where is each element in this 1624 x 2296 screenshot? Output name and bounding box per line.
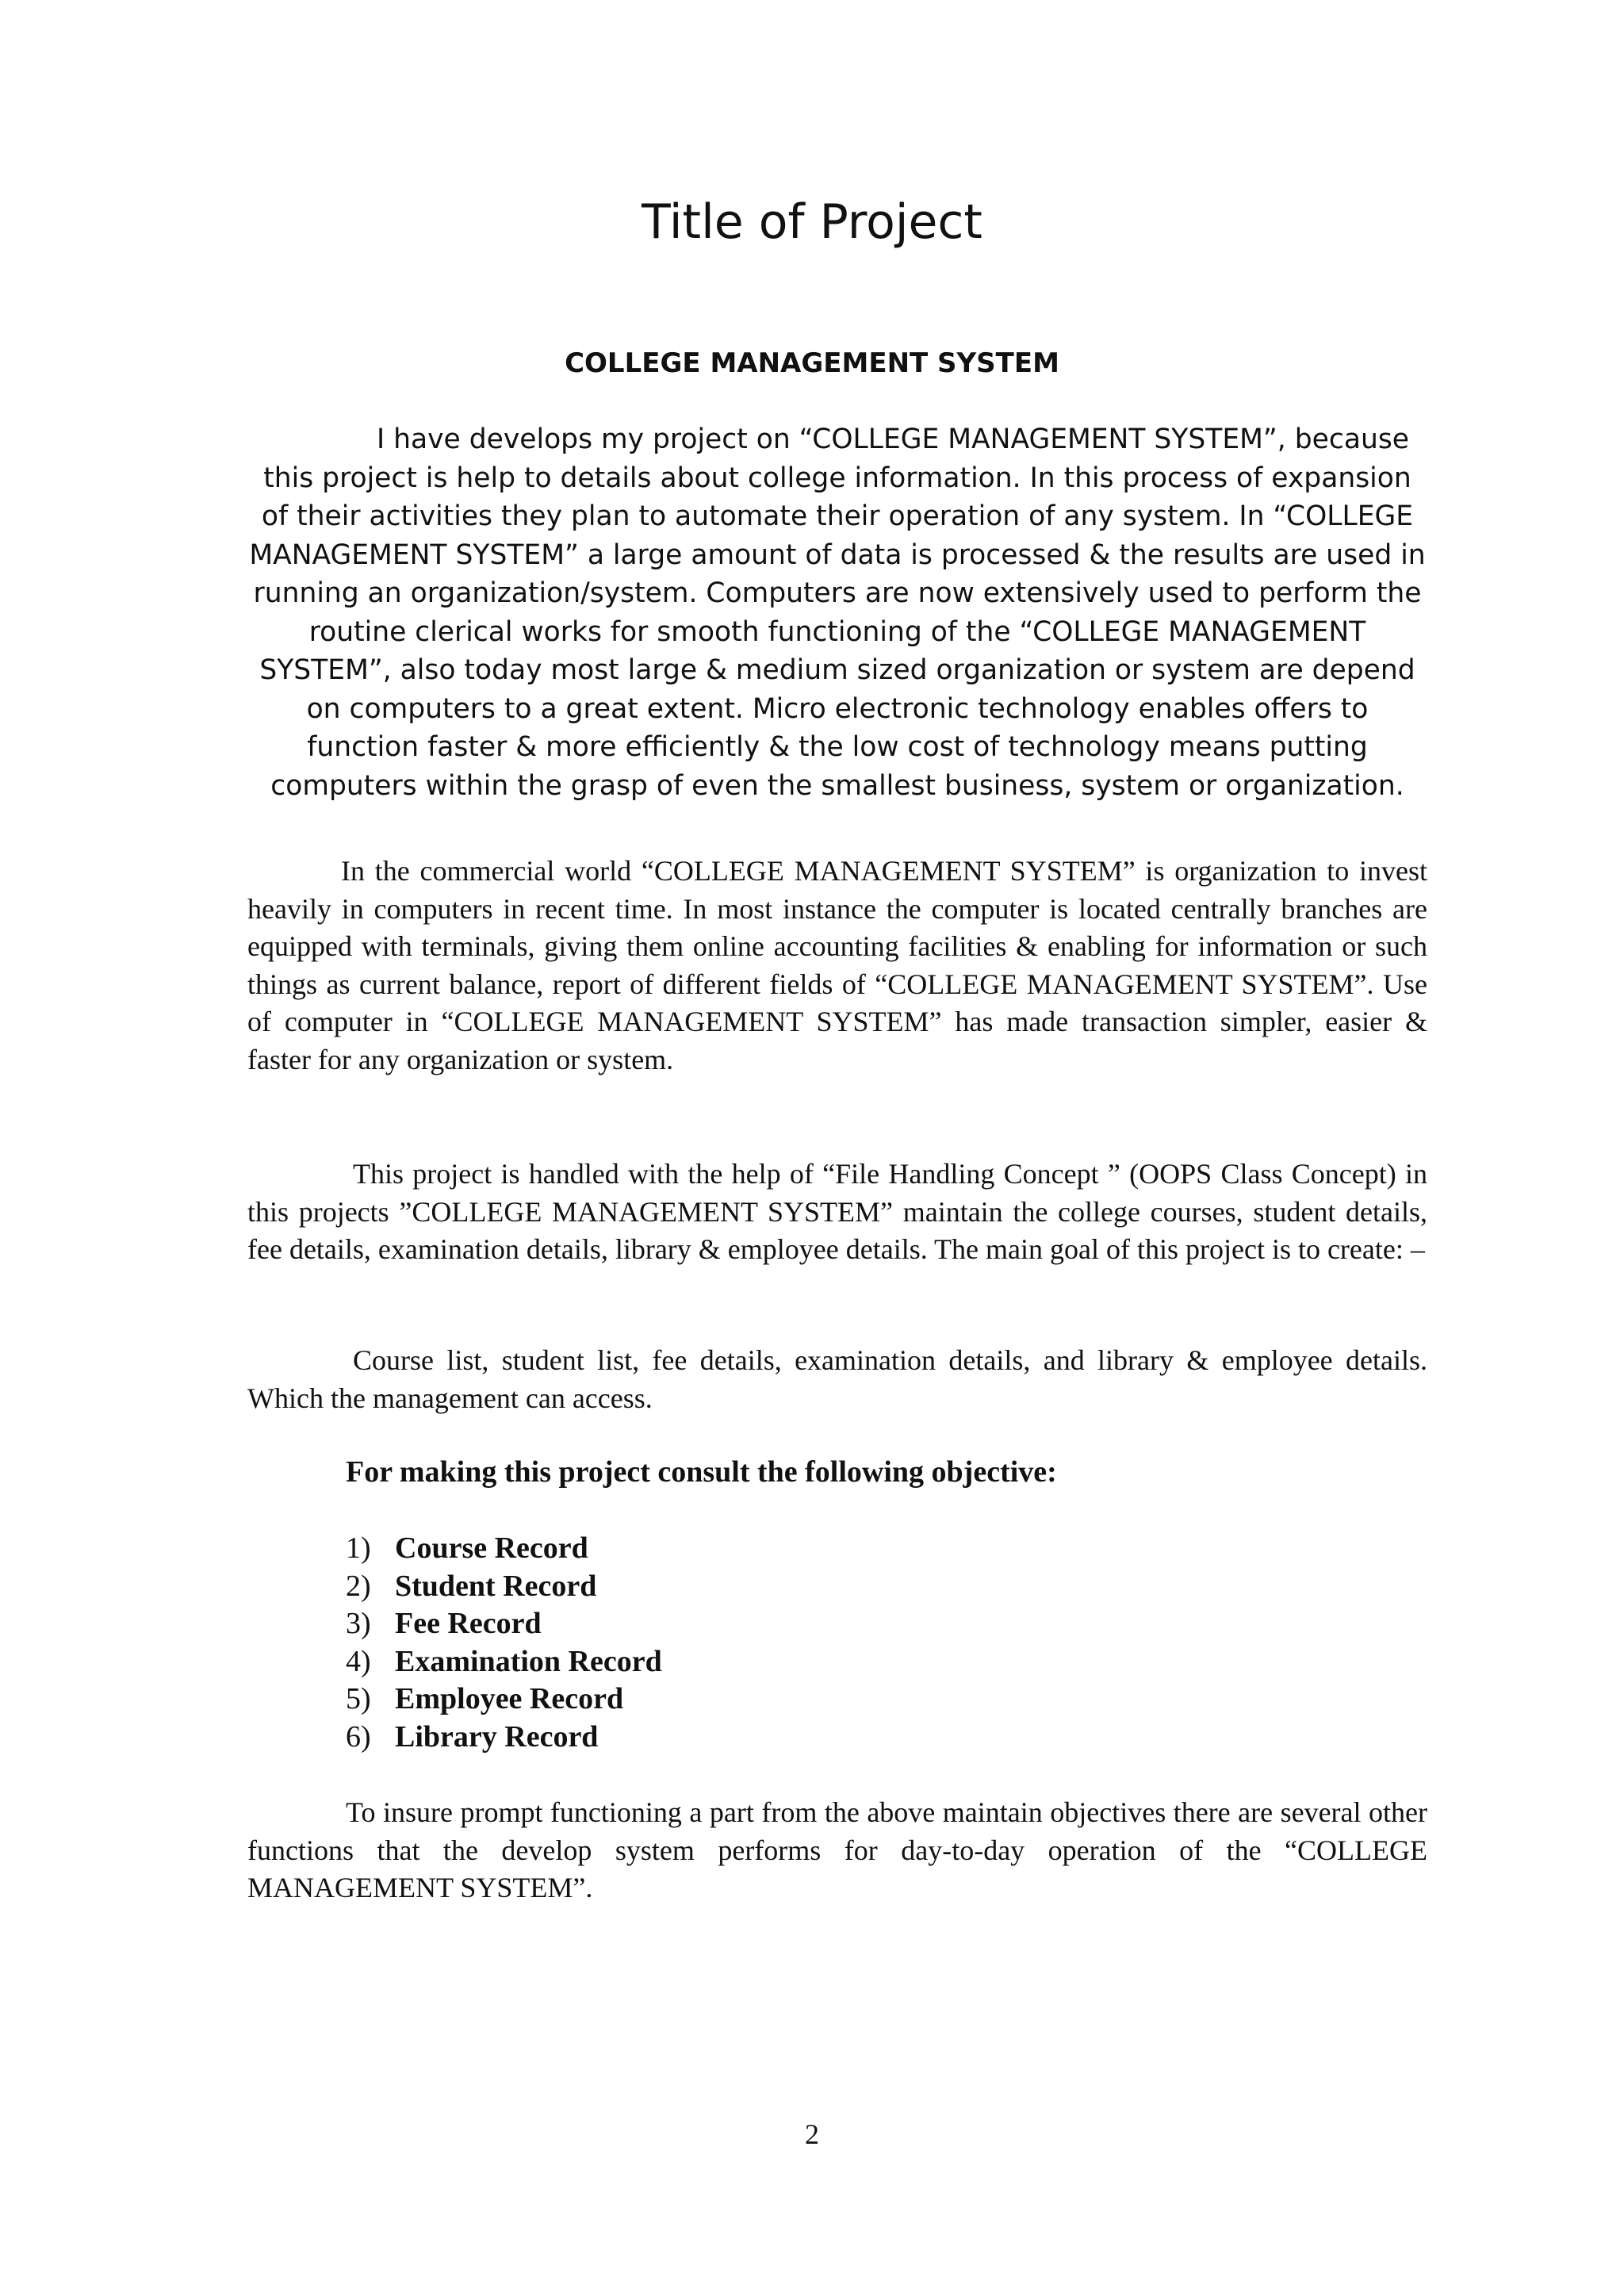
intro-paragraph: I have develops my project on “COLLEGE MANAGEMENT SYSTEM”, because this project is help to details about college information. In this process of expansion of their activities they plan to automate their operation of any system. In “COLLEGE MANAGEMENT SYSTEM” a large amount of data is processed & the results are used in running an organization/system. Computers are now extensively used to perform the routine clerical works for smooth functioning of the “COLLEGE MANAGEMENT SYSTEM”, also today most large & medium sized organization or system are depend on computers to a great extent. Micro electronic technology enables offers to function faster & more efficiently & the low cost of technology means putting computers within the grasp of even the smallest business, system or organization. bbox=[249, 424, 1426, 802]
list-item-number: 5) bbox=[346, 1682, 371, 1716]
list-item bbox=[346, 1719, 662, 1757]
list-item-label: Course Record bbox=[395, 1531, 588, 1565]
page-number: 2 bbox=[805, 2118, 819, 2150]
list-item bbox=[346, 1643, 662, 1681]
paragraph-course-list: Course list, student list, fee details, examination details, and library & employee details. Which the management can access. bbox=[247, 1344, 1427, 1414]
list-item bbox=[346, 1568, 662, 1606]
paragraph-file-handling: This project is handled with the help of “File Handling Concept ” (OOPS Class Concept) in this projects ”COLLEGE MANAGEMENT SYSTEM” maintain the college courses, student details, fee details, examination details, library & employee details. The main goal of this project is to create: – bbox=[247, 1158, 1427, 1265]
list-item-label: Library Record bbox=[395, 1719, 599, 1754]
list-item-number: 6) bbox=[346, 1719, 371, 1754]
list-item-number: 3) bbox=[346, 1607, 371, 1641]
page-title: Title of Project bbox=[642, 194, 982, 250]
list-item-label: Employee Record bbox=[395, 1682, 624, 1716]
list-item-label: Student Record bbox=[395, 1569, 597, 1603]
paragraph-commercial-world: In the commercial world “COLLEGE MANAGEMENT SYSTEM” is organization to invest heavily in computers in recent time. In most instance the computer is located centrally branches are equipped with terminals, giving them online accounting facilities & enabling for information or such things as current balance, report of different fields of “COLLEGE MANAGEMENT SYSTEM”. Use of computer in “COLLEGE MANAGEMENT SYSTEM” has made transaction simpler, easier & faster for any organization or system. bbox=[247, 855, 1427, 1075]
list-item-number: 2) bbox=[346, 1569, 371, 1603]
list-item bbox=[346, 1530, 662, 1568]
objective-heading: For making this project consult the following objective: bbox=[346, 1455, 1057, 1489]
list-item-label: Fee Record bbox=[395, 1607, 542, 1641]
list-item-number: 1) bbox=[346, 1531, 371, 1565]
list-item bbox=[346, 1681, 662, 1719]
objective-list bbox=[346, 1530, 662, 1757]
list-item-label: Examination Record bbox=[395, 1644, 662, 1678]
list-item-number: 4) bbox=[346, 1644, 371, 1678]
paragraph-closing: To insure prompt functioning a part from the above maintain objectives there are several other functions that the develop system performs for day-to-day operation of the “COLLEGE MANAGEMENT SYSTEM”. bbox=[247, 1796, 1427, 1903]
list-item bbox=[346, 1605, 662, 1643]
project-subtitle: COLLEGE MANAGEMENT SYSTEM bbox=[565, 347, 1059, 379]
